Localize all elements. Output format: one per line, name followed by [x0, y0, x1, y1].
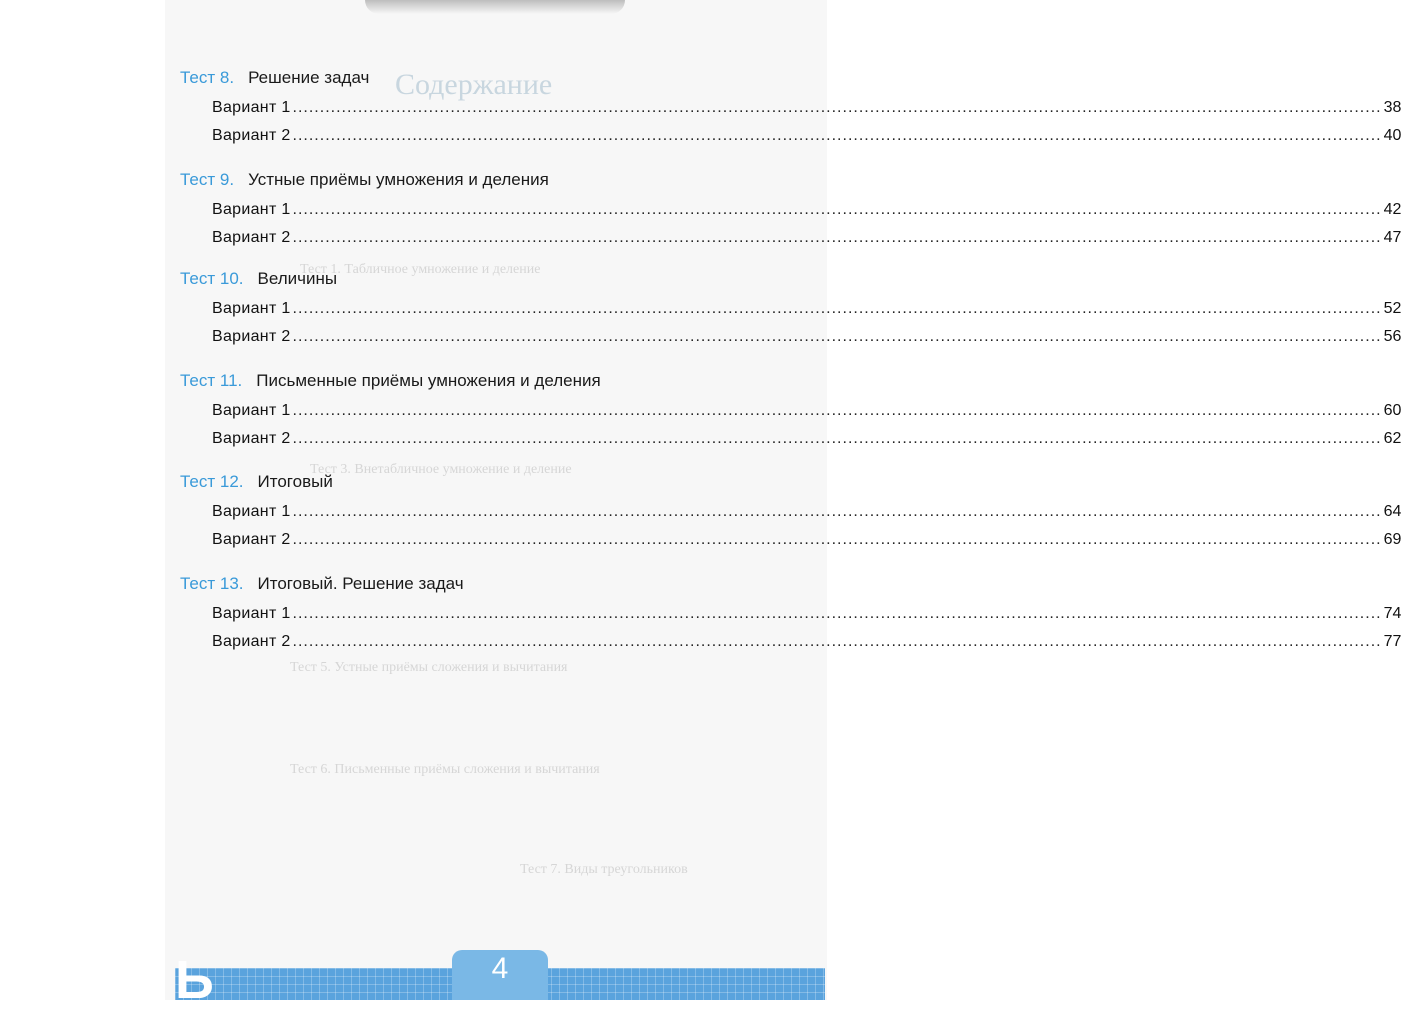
toc-entry[interactable] — [212, 201, 1401, 219]
dot-leader: ........................................................................................................................................................................................................ — [292, 229, 1382, 246]
toc-test-heading — [180, 269, 337, 289]
toc-test-title: Решение задач — [248, 68, 370, 87]
toc-entry[interactable] — [212, 430, 1401, 448]
dot-leader: ........................................................................................................................................................................................................ — [292, 127, 1382, 144]
toc-test-title: Итоговый. Решение задач — [257, 574, 464, 593]
toc-entry[interactable] — [212, 605, 1401, 623]
bleed-through-text: Тест 5. Устные приёмы сложения и вычитания — [290, 660, 568, 675]
dot-leader: ........................................................................................................................................................................................................ — [292, 430, 1382, 447]
bleed-through-text: Тест 3. Внетабличное умножение и деление — [310, 462, 572, 477]
toc-test-heading — [180, 371, 601, 391]
toc-entry-label: Вариант 2 — [212, 633, 291, 650]
dot-leader: ........................................................................................................................................................................................................ — [292, 531, 1382, 548]
dot-leader: ........................................................................................................................................................................................................ — [292, 633, 1382, 650]
dot-leader: ........................................................................................................................................................................................................ — [292, 605, 1382, 622]
toc-test-heading — [180, 68, 369, 88]
toc-test-title: Величины — [257, 269, 338, 288]
bleed-through-text: Тест 6. Письменные приёмы сложения и вычитания — [290, 762, 600, 777]
toc-entry-page: 77 — [1383, 633, 1401, 650]
toc-test-heading — [180, 472, 333, 492]
dot-leader: ........................................................................................................................................................................................................ — [292, 503, 1382, 520]
toc-entry-label: Вариант 2 — [212, 430, 291, 447]
toc-entry-label: Вариант 2 — [212, 229, 291, 246]
bleed-through-text: Тест 7. Виды треугольников — [520, 862, 688, 877]
toc-test-number: Тест 13. — [180, 574, 244, 593]
toc-entry-label: Вариант 1 — [212, 201, 291, 218]
toc-entry-page: 52 — [1383, 300, 1401, 317]
toc-test-title: Устные приёмы умножения и деления — [248, 170, 549, 189]
toc-test-number: Тест 9. — [180, 170, 235, 189]
toc-entry[interactable] — [212, 229, 1401, 247]
toc-test-title: Итоговый — [257, 472, 333, 491]
page-number: 4 — [491, 952, 509, 985]
toc-entry[interactable] — [212, 633, 1401, 651]
toc-test-heading — [180, 170, 549, 190]
toc-entry-label: Вариант 1 — [212, 503, 291, 520]
toc-entry-page: 40 — [1383, 127, 1401, 144]
dot-leader: ........................................................................................................................................................................................................ — [292, 300, 1382, 317]
dot-leader: ........................................................................................................................................................................................................ — [292, 402, 1382, 419]
dot-leader: ........................................................................................................................................................................................................ — [292, 201, 1382, 218]
toc-entry[interactable] — [212, 402, 1401, 420]
toc-entry-page: 38 — [1383, 99, 1401, 116]
toc-entry[interactable] — [212, 328, 1401, 346]
toc-test-title: Письменные приёмы умножения и деления — [256, 371, 601, 390]
dot-leader: ........................................................................................................................................................................................................ — [292, 99, 1382, 116]
publisher-logo: Ь — [175, 950, 214, 1010]
page-shadow — [365, 0, 625, 14]
toc-entry-page: 74 — [1383, 605, 1401, 622]
toc-test-number: Тест 10. — [180, 269, 244, 288]
toc-entry[interactable] — [212, 127, 1401, 145]
toc-entry-label: Вариант 1 — [212, 300, 291, 317]
toc-entry-label: Вариант 2 — [212, 531, 291, 548]
toc-entry-page: 62 — [1383, 430, 1401, 447]
toc-entry[interactable] — [212, 300, 1401, 318]
book-page — [165, 0, 827, 1010]
toc-entry-label: Вариант 1 — [212, 605, 291, 622]
toc-entry-page: 56 — [1383, 328, 1401, 345]
toc-entry-label: Вариант 1 — [212, 402, 291, 419]
toc-entry-page: 47 — [1383, 229, 1401, 246]
toc-entry[interactable] — [212, 99, 1401, 117]
toc-entry-label: Вариант 2 — [212, 127, 291, 144]
toc-entry-label: Вариант 2 — [212, 328, 291, 345]
bleed-through-text: Содержание — [395, 68, 553, 101]
toc-entry-page: 69 — [1383, 531, 1401, 548]
toc-test-number: Тест 11. — [180, 371, 243, 390]
toc-entry-page: 42 — [1383, 201, 1401, 218]
toc-entry[interactable] — [212, 531, 1401, 549]
toc-test-number: Тест 8. — [180, 68, 235, 87]
toc-test-heading — [180, 574, 464, 594]
toc-entry-page: 60 — [1383, 402, 1401, 419]
toc-entry-label: Вариант 1 — [212, 99, 291, 116]
dot-leader: ........................................................................................................................................................................................................ — [292, 328, 1382, 345]
toc-entry-page: 64 — [1383, 503, 1401, 520]
bleed-through-text: Тест 1. Табличное умножение и деление — [300, 262, 541, 277]
toc-entry[interactable] — [212, 503, 1401, 521]
toc-test-number: Тест 12. — [180, 472, 244, 491]
